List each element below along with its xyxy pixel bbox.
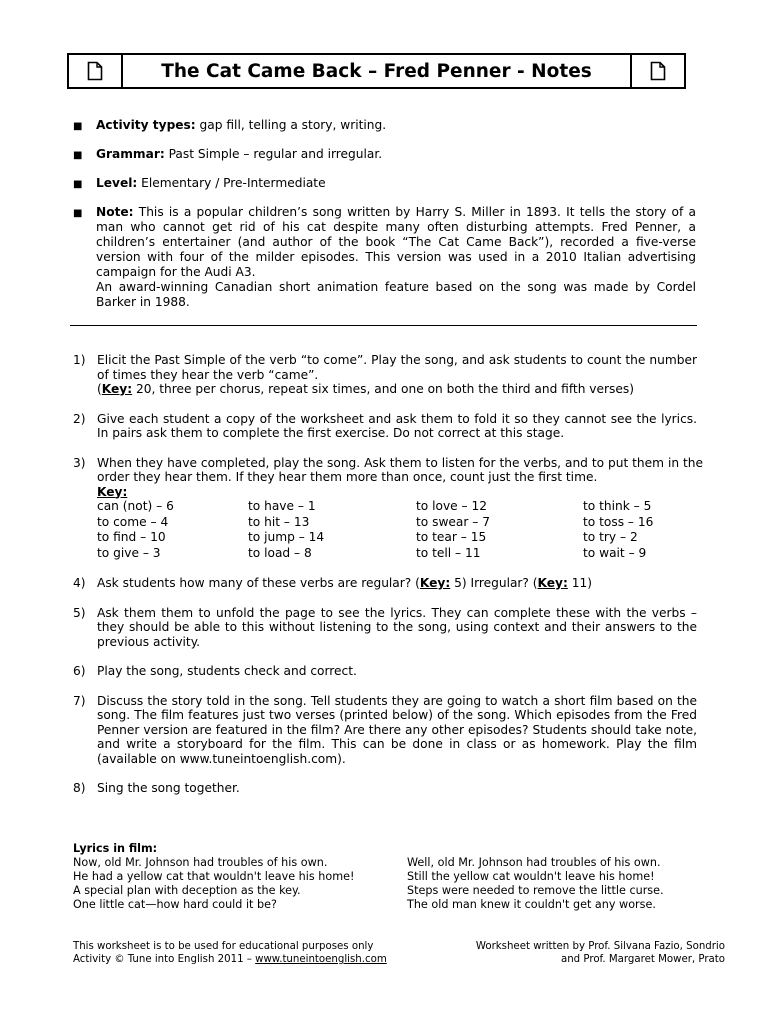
verb-key-item: to come – 4: [97, 514, 169, 529]
page-title: The Cat Came Back – Fred Penner - Notes: [161, 60, 592, 82]
step-text: Play the song, students check and correct.: [97, 664, 357, 678]
step-text: 5) Irregular? (: [450, 576, 538, 590]
info-bullets: [70, 118, 696, 323]
verb-key-item: to swear – 7: [416, 514, 490, 529]
step-6: [73, 664, 697, 679]
footer-author-1: Worksheet written by Prof. Silvana Fazio, Sondrio: [475, 941, 725, 952]
title-left-cell: [69, 55, 123, 87]
page-icon: [87, 61, 103, 81]
bullet-activity-types: [70, 118, 696, 134]
lyric-line: A special plan with deception as the key.: [73, 884, 301, 897]
key-text: 20, three per chorus, repeat six times, and one on both the third and fifth verses): [132, 382, 634, 396]
bullet-square-icon: ■: [73, 208, 83, 219]
step-text: Elicit the Past Simple of the verb “to come”. Play the song, and ask students to count the number of times they hear the verb “came”.: [97, 353, 697, 382]
lyric-line: Now, old Mr. Johnson had troubles of his own.: [73, 856, 328, 869]
verb-key-item: to love – 12: [416, 499, 488, 513]
bullet-square-icon: ■: [73, 179, 83, 190]
footer-author-2: and Prof. Margaret Mower, Prato: [560, 954, 725, 965]
verb-key-item: to wait – 9: [583, 545, 647, 560]
bullet-grammar: [70, 147, 696, 163]
step-text: Give each student a copy of the worksheet and ask them to fold it so they cannot see the lyrics. In pairs ask them to complete the first exercise. Do not correct at this stage.: [97, 411, 697, 440]
bullet-text: Past Simple – regular and irregular.: [164, 147, 383, 161]
step-number: 8): [73, 781, 86, 795]
verb-key-item: to hit – 13: [248, 514, 310, 529]
bullet-note: [70, 205, 696, 310]
step-number: 4): [73, 576, 86, 590]
footer-link[interactable]: www.tuneintoenglish.com: [255, 954, 387, 965]
step-5: [73, 606, 697, 650]
note-text-2: An award-winning Canadian short animation feature based on the song was made by Cordel Barker in 1988.: [96, 280, 696, 309]
step-1: 1) Elicit the Past Simple of the verb “to come”. Play the song, and ask students to count the number of times they hear the verb “came”. (Key: 20, three per chorus, repeat six times, and one on both the third and fifth verses): [73, 353, 697, 396]
step-number: 7): [73, 693, 86, 708]
step-text: Ask them them to unfold the page to see the lyrics. They can complete these with the verbs – they should be able to this without listening to the song, using context and their answers to the previous activity.: [97, 605, 697, 649]
key-label: Key:: [419, 576, 451, 590]
footer-right: [476, 940, 725, 966]
lyrics-section: [73, 842, 697, 912]
procedure-steps: [73, 353, 703, 811]
step-8: [73, 781, 697, 796]
footer: [73, 940, 725, 966]
verb-key-grid: [97, 499, 703, 561]
bullet-text: Elementary / Pre-Intermediate: [137, 176, 326, 190]
verb-key-item: can (not) – 6: [97, 499, 174, 513]
key-label: Key:: [97, 484, 128, 499]
bullet-label: Level:: [96, 176, 138, 190]
step-text: 11): [567, 576, 592, 590]
verb-key-item: to find – 10: [97, 530, 166, 544]
step-number: 2): [73, 411, 86, 426]
step-text: Sing the song together.: [97, 781, 240, 795]
step-number: 3): [73, 455, 86, 470]
verb-key-item: to load – 8: [248, 545, 312, 560]
footer-copyright: Activity © Tune into English 2011 –: [73, 954, 256, 965]
verb-key-item: to jump – 14: [248, 530, 325, 544]
verb-key-item: to try – 2: [583, 530, 638, 544]
step-text: Discuss the story told in the song. Tell students they are going to watch a short film based on the song. The film features just two verses (printed below) of the song. Which episodes from the Fred Penner version are featured in the film? Are there any other episodes? Students should take note, and write a storyboard for the film. This can be done in class or as homework. Play the film (available on www.tuneintoenglish.com).: [97, 693, 697, 766]
step-7: [73, 694, 697, 767]
note-text: This is a popular children’s song written by Harry S. Miller in 1893. It tells the story of a man who cannot get rid of his cat despite many often disturbing attempts. Fred Penner, a children’s entertainer (and author of the book “The Cat Came Back”), recorded a five-verse version with four of the milder episodes. This version was used in a 2010 Italian advertising campaign for the Audi A3.: [96, 205, 696, 279]
bullet-square-icon: ■: [73, 121, 83, 132]
step-number: 5): [73, 605, 86, 620]
bullet-square-icon: ■: [73, 150, 83, 161]
note-label: Note:: [96, 205, 134, 219]
verb-key-item: to think – 5: [583, 499, 652, 513]
lyrics-column-2: [407, 856, 697, 912]
lyric-line: He had a yellow cat that wouldn't leave his home!: [73, 870, 355, 883]
step-number: 6): [73, 664, 86, 678]
lyric-line: Still the yellow cat wouldn't leave his home!: [407, 870, 655, 883]
lyrics-column-1: [73, 856, 407, 912]
lyric-line: One little cat—how hard could it be?: [73, 898, 277, 911]
verb-key-item: to give – 3: [97, 545, 161, 560]
lyric-line: Steps were needed to remove the little curse.: [407, 884, 664, 897]
step-text: When they have completed, play the song. Ask them to listen for the verbs, and to put them in the order they hear them. If they hear them more than once, count just the first time.: [97, 455, 703, 484]
lyric-line: Well, old Mr. Johnson had troubles of his own.: [407, 856, 661, 869]
divider: [70, 325, 697, 326]
step-3: [73, 455, 703, 562]
title-right-cell: [630, 55, 684, 87]
verb-key-item: to tear – 15: [416, 530, 487, 544]
step-4: [73, 576, 697, 591]
step-2: [73, 412, 697, 441]
key-label: Key:: [537, 576, 568, 590]
title-box: [67, 53, 686, 89]
lyrics-heading: Lyrics in film:: [73, 842, 158, 855]
page-icon: [650, 61, 666, 81]
bullet-level: [70, 176, 696, 192]
footer-left: [73, 940, 387, 966]
bullet-label: Activity types:: [96, 118, 196, 132]
bullet-text: gap fill, telling a story, writing.: [195, 118, 387, 132]
lyric-line: The old man knew it couldn't get any worse.: [407, 898, 656, 911]
key-label: Key:: [101, 382, 133, 396]
bullet-label: Grammar:: [96, 147, 165, 161]
verb-key-item: to tell – 11: [416, 545, 481, 560]
verb-key-item: to toss – 16: [583, 514, 654, 529]
footer-disclaimer: This worksheet is to be used for educational purposes only: [73, 941, 374, 952]
step-text: Ask students how many of these verbs are regular? (: [97, 576, 420, 590]
step-number: 1): [73, 353, 86, 367]
verb-key-item: to have – 1: [248, 499, 316, 513]
